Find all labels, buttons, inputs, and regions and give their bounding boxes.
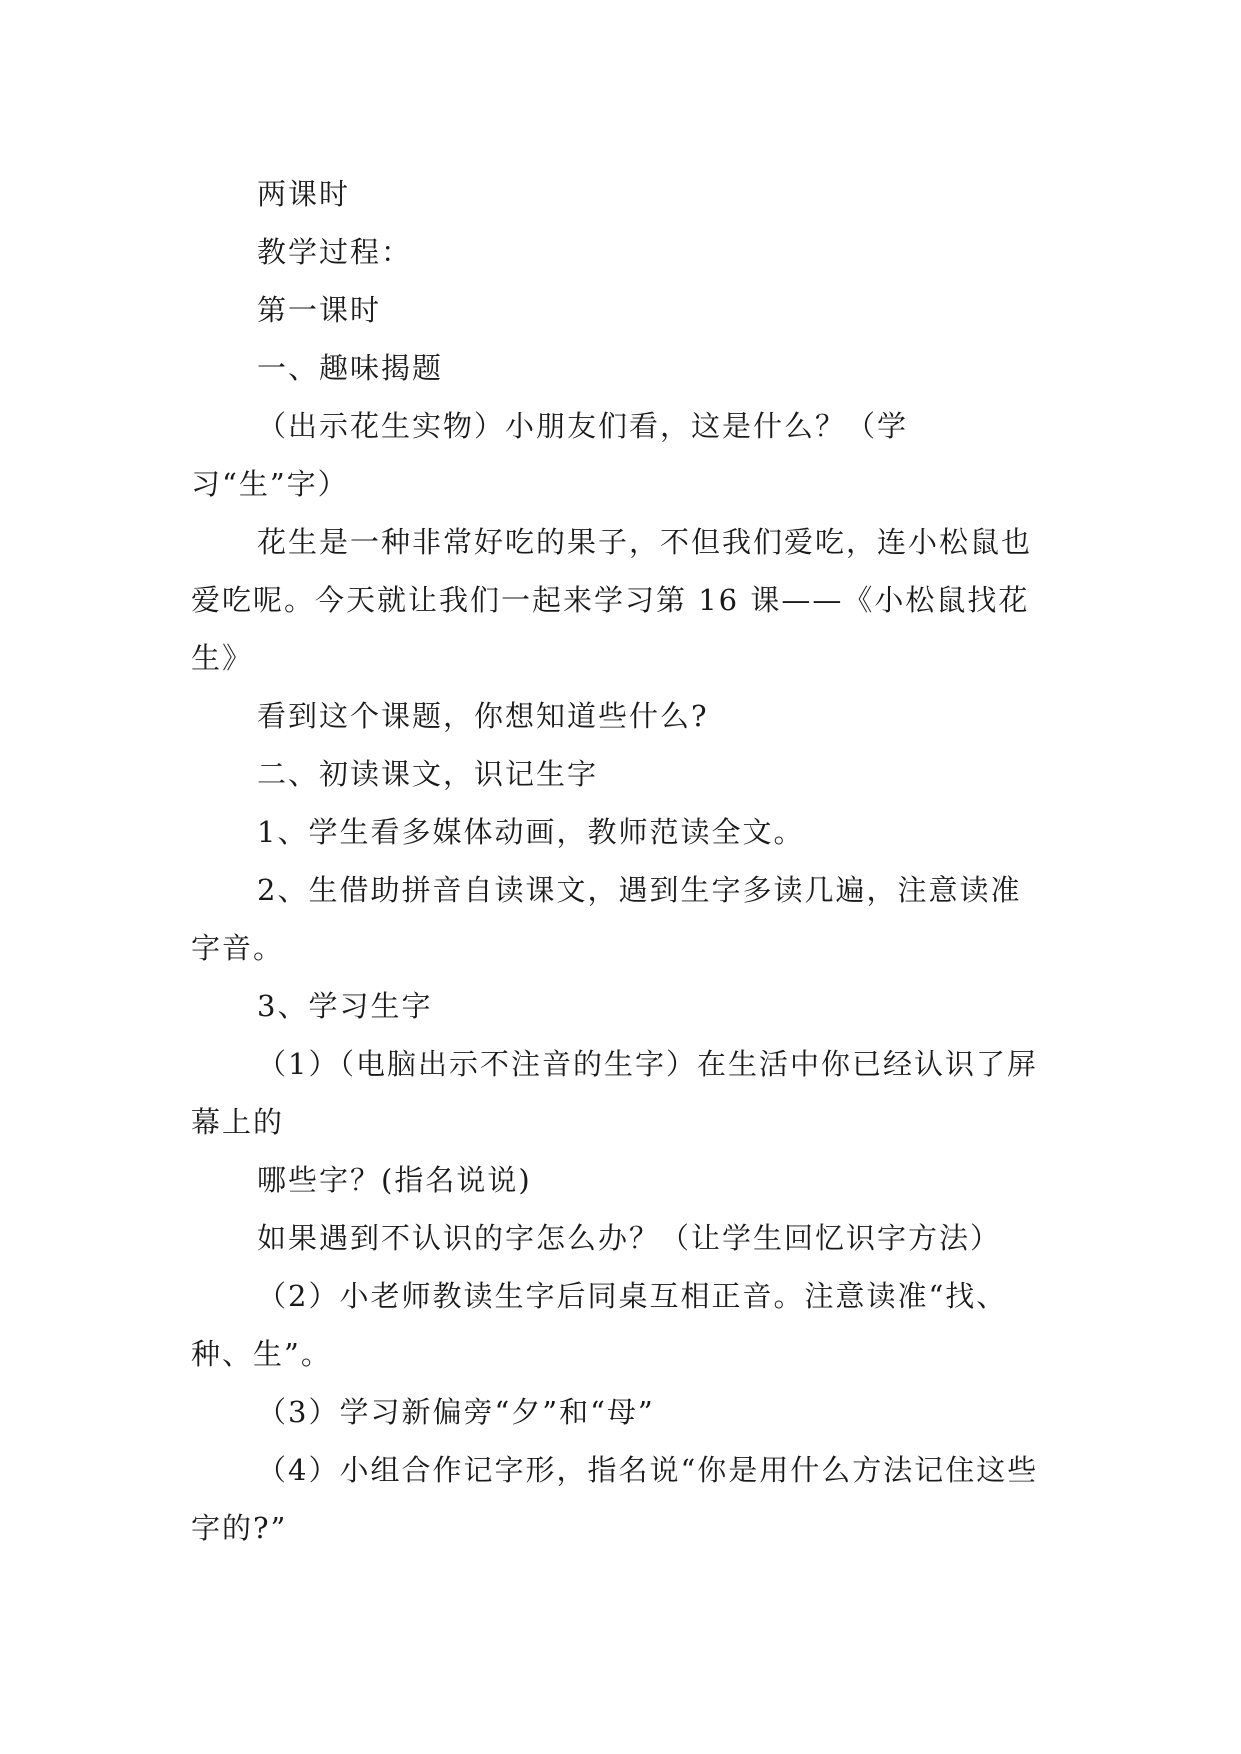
paragraph: 如果遇到不认识的字怎么办？（让学生回忆识字方法） [257, 1221, 1002, 1255]
paragraph: 哪些字？(指名说说) [257, 1163, 532, 1197]
sub-list-item: （3）学习新偏旁“夕”和“母” [257, 1395, 655, 1429]
sub-list-item: （4）小组合作记字形，指名说“你是用什么方法记住这些字的?” [191, 1453, 1039, 1545]
list-item: 1、学生看多媒体动画，教师范读全文。 [257, 815, 805, 849]
paragraph-lesson-count: 两课时 [257, 177, 351, 211]
list-item: 3、学习生字 [257, 989, 433, 1023]
sub-list-item: （1）（电脑出示不注音的生字）在生活中你已经认识了屏幕上的 [191, 1047, 1038, 1139]
paragraph-first-lesson: 第一课时 [257, 293, 382, 327]
paragraph: 看到这个课题，你想知道些什么? [257, 699, 709, 733]
paragraph: 花生是一种非常好吃的果子，不但我们爱吃，连小松鼠也爱吃呢。今天就让我们一起来学习第 16 课——《小松鼠找花生》 [191, 525, 1033, 675]
paragraph-teaching-process: 教学过程： [257, 235, 413, 269]
section-heading-1: 一、趣味揭题 [257, 351, 444, 385]
document-body [191, 165, 1049, 1557]
sub-list-item: （2）小老师教读生字后同桌互相正音。注意读准“找、种、生”。 [191, 1279, 1008, 1371]
list-item: 2、生借助拼音自读课文，遇到生字多读几遍，注意读准字音。 [191, 873, 1022, 965]
paragraph: （出示花生实物）小朋友们看，这是什么？（学习“生”字） [191, 409, 909, 501]
section-heading-2: 二、初读课文，识记生字 [257, 757, 599, 791]
